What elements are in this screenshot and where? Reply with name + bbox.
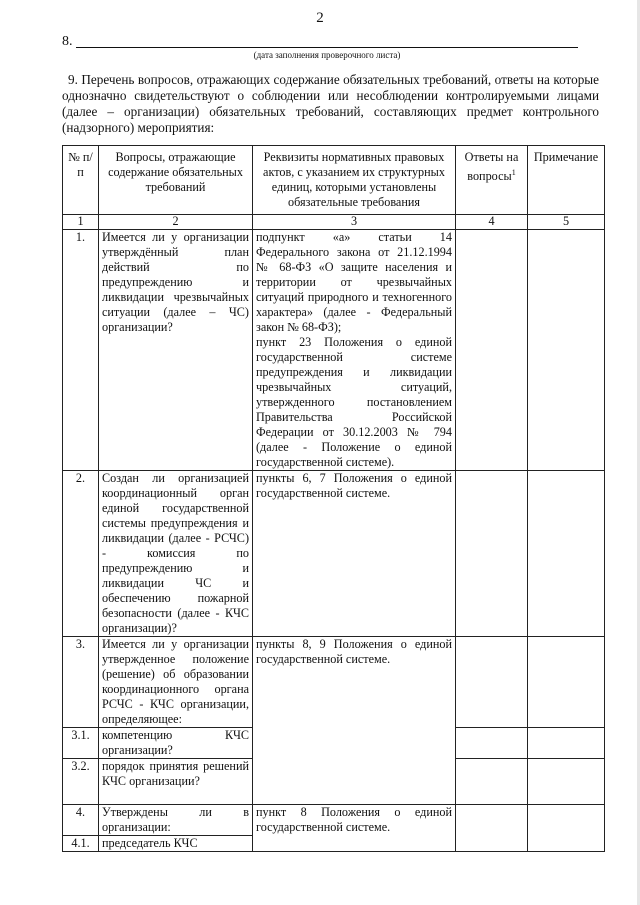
- table-row: [63, 230, 605, 471]
- header-num: № п/п: [63, 146, 99, 215]
- requirements-table: [62, 145, 605, 852]
- header-question: Вопросы, отражающие содержание обязательных требований: [99, 146, 253, 215]
- row-question: порядок принятия решений КЧС организации?: [99, 759, 253, 805]
- column-index-row: [63, 215, 605, 230]
- header-answers: [456, 146, 528, 215]
- row-number: 1.: [63, 230, 99, 471]
- table-row: [63, 637, 605, 728]
- row-number: 3.: [63, 637, 99, 728]
- row-note-cell[interactable]: [528, 471, 605, 637]
- header-note: Примечание: [528, 146, 605, 215]
- table-row: [63, 471, 605, 637]
- row-note-cell[interactable]: [528, 805, 605, 852]
- row-number: 3.1.: [63, 728, 99, 759]
- row-requisites: пункты 6, 7 Положения о единой государственной системе.: [253, 471, 456, 637]
- page-number: 2: [316, 10, 324, 26]
- header-answers-text: Ответы на вопросы: [464, 150, 519, 184]
- row-answer-cell[interactable]: [456, 471, 528, 637]
- requisites-part: подпункт «а» статьи 14 Федерального закона от 21.12.1994 № 68-ФЗ «О защите населения и территории от чрезвычайных ситуаций природного и техногенного характера» (далее - Федеральный закон № 68-ФЗ);: [256, 230, 452, 334]
- row-number: 3.2.: [63, 759, 99, 805]
- row-number: 4.: [63, 805, 99, 836]
- row-question: компетенцию КЧС организации?: [99, 728, 253, 759]
- item-8-number: 8.: [62, 34, 73, 49]
- footnote-mark: 1: [511, 168, 516, 177]
- column-index: 1: [63, 215, 99, 230]
- row-answer-cell[interactable]: [456, 805, 528, 852]
- row-answer-cell[interactable]: [456, 230, 528, 471]
- row-question: Имеется ли у организации утвержденное положение (решение) об образовании координационного органа РСЧС - КЧС организации, определяющее:: [99, 637, 253, 728]
- row-question: Имеется ли у организации утверждённый план действий по предупреждению и ликвидации чрезвычайных ситуации (далее – ЧС) организации?: [99, 230, 253, 471]
- row-number: 4.1.: [63, 836, 99, 852]
- row-question: председатель КЧС: [99, 836, 253, 852]
- requisites-part: пункт 23 Положения о единой государственной системе предупреждения и ликвидации чрезвычайных ситуаций, утвержденного постановлением Правительства Российской Федерации от 30.12.2003 № 794 (далее - Положение о единой государственной системе).: [256, 335, 452, 469]
- column-index: 5: [528, 215, 605, 230]
- row-note-cell[interactable]: [528, 759, 605, 805]
- column-index: 3: [253, 215, 456, 230]
- row-requisites: пункт 8 Положения о единой государственной системе.: [253, 805, 456, 852]
- column-index: 4: [456, 215, 528, 230]
- row-question: Создан ли организацией координационный орган единой государственной системы предупреждения и ликвидации (далее - РСЧС) - комиссия по предупреждению и ликвидации ЧС и обеспечению пожарной безопасности (далее - КЧС организации)?: [99, 471, 253, 637]
- table-row: [63, 805, 605, 836]
- item-9-paragraph: 9. Перечень вопросов, отражающих содержание обязательных требований, ответы на которые однозначно свидетельствуют о соблюдении или несоблюдении контролируемыми лицами (далее – организации) обязательных требований, составляющих предмет контрольного (надзорного) мероприятия:: [62, 72, 599, 135]
- row-answer-cell[interactable]: [456, 759, 528, 805]
- row-answer-cell[interactable]: [456, 728, 528, 759]
- row-note-cell[interactable]: [528, 637, 605, 728]
- date-fill-caption: (дата заполнения проверочного листа): [253, 50, 401, 60]
- row-answer-cell[interactable]: [456, 637, 528, 728]
- date-fill-line: [76, 47, 578, 48]
- row-note-cell[interactable]: [528, 230, 605, 471]
- row-requisites: [253, 230, 456, 471]
- table-header-row: [63, 146, 605, 215]
- row-question: Утверждены ли в организации:: [99, 805, 253, 836]
- row-requisites: пункты 8, 9 Положения о единой государственной системе.: [253, 637, 456, 805]
- row-number: 2.: [63, 471, 99, 637]
- header-requisites: Реквизиты нормативных правовых актов, с указанием их структурных единиц, которыми установлены обязательные требования: [253, 146, 456, 215]
- column-index: 2: [99, 215, 253, 230]
- row-note-cell[interactable]: [528, 728, 605, 759]
